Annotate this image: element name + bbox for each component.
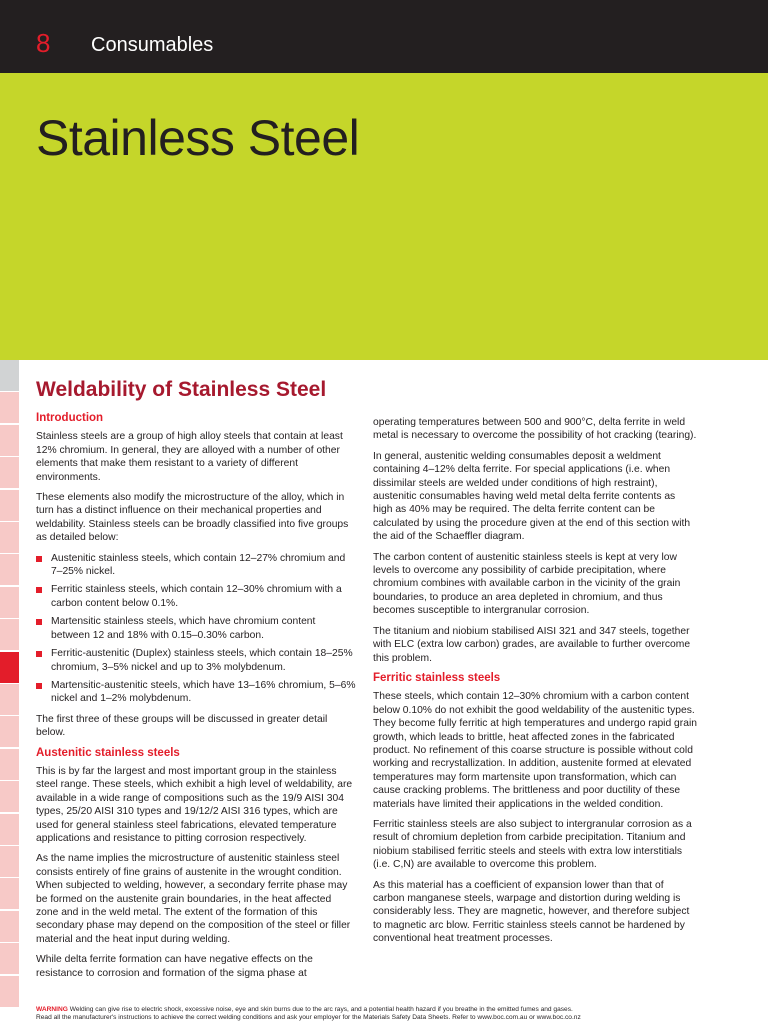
- bullet-square-icon: [36, 651, 42, 657]
- austenitic-heading: Austenitic stainless steels: [36, 746, 180, 759]
- section-tab: [0, 846, 19, 877]
- paragraph: Ferritic stainless steels are also subject to intergranular corrosion as a result of chromium depletion from carbide precipitation. Titanium and niobium stabilised ferritic steels and steels with extra low interstitials (i.e. C,N) are available to overcome this problem.: [373, 818, 692, 871]
- bullet-square-icon: [36, 556, 42, 562]
- list-item: Martensitic stainless steels, which have chromium content between 12 and 18% with 0.15–0.30% carbon.: [36, 615, 356, 642]
- section-tab: [0, 522, 19, 553]
- section-tab: [0, 652, 19, 683]
- paragraph: These elements also modify the microstructure of the alloy, which in turn has a distinct influence on their mechanical properties and weldability. Stainless steels can be broadly classified into five groups as detailed below:: [36, 492, 349, 544]
- section-tab: [0, 684, 19, 715]
- section-tab: [0, 749, 19, 780]
- bullet-square-icon: [36, 619, 42, 625]
- chapter-title: Consumables: [91, 34, 214, 56]
- article-title: Weldability of Stainless Steel: [36, 378, 327, 401]
- bullet-square-icon: [36, 683, 42, 689]
- right-column: [373, 416, 697, 953]
- paragraph: The carbon content of austenitic stainless steels is kept at very low levels to overcome any possibility of carbide precipitation, where chromium combines with available carbon in the vicinity of the grain boundaries, to produce an area depleted in chromium, and thus becomes susceptible to intergranular corrosion.: [373, 551, 681, 617]
- section-tab: [0, 619, 19, 650]
- chapter-number: 8: [36, 28, 51, 58]
- list-item: Austenitic stainless steels, which contain 12–27% chromium and 7–25% nickel.: [36, 552, 356, 579]
- paragraph: This is by far the largest and most important group in the stainless steel range. These steels, which exhibit a high level of weldability, are available in a wide range of compositions such as the 19/9 AISI 304 types, 25/20 AISI 310 types and 19/12/2 AISI 316 types, which are used for general stainless steel fabrications, elevated temperature applications and resistance to pitting corrosion respectively.: [36, 765, 353, 844]
- section-tab: [0, 554, 19, 585]
- section-tab: [0, 716, 19, 747]
- ferritic-heading: Ferritic stainless steels: [373, 671, 501, 684]
- section-tab: [0, 781, 19, 812]
- paragraph: In general, austenitic welding consumables deposit a weldment containing 4–12% delta ferrite. For special applications (i.e. when dissimilar steels are welded under conditions of high restraint), austenitic consumables having weld metal delta ferrite contents as high as 40% may be required. The delta ferrite content can be calculated by using the procedure given at the end of this section with the aid of the Schaeffler diagram.: [373, 450, 691, 543]
- paragraph: While delta ferrite formation can have negative effects on the resistance to corrosion and formation of the sigma phase at: [36, 954, 313, 979]
- paragraph: The titanium and niobium stabilised AISI 321 and 347 steels, together with ELC (extra low carbon) grades, are available to further overcome this problem.: [373, 625, 691, 664]
- paragraph: As the name implies the microstructure of austenitic stainless steel consists entirely of fine grains of austenite in the wrought condition. When subjected to welding, however, a secondary ferrite phase may be formed on the austenite grain boundaries, in the heat affected zone and in the weld metal. The extent of the formation of this secondary phase may depend on the composition of the steel or filler material and the heat input during welding.: [36, 853, 351, 945]
- paragraph: The first three of these groups will be discussed in greater detail below.: [36, 713, 328, 739]
- top-bar: [0, 0, 768, 73]
- paragraph: Stainless steels are a group of high alloy steels that contain at least 12% chromium. In general, they are alloyed with a number of other elements that make them resistant to a variety of different environments.: [36, 431, 343, 483]
- section-tab: [0, 911, 19, 942]
- warning-footer: [36, 1006, 736, 1022]
- section-tab: [0, 943, 19, 974]
- list-item: Ferritic stainless steels, which contain 12–30% chromium with a carbon content below 0.1%.: [36, 583, 356, 610]
- section-tab: [0, 814, 19, 845]
- paragraph: operating temperatures between 500 and 900°C, delta ferrite in weld metal is necessary to overcome the possibility of hot cracking (tearing).: [373, 417, 697, 442]
- warning-label: WARNING: [36, 1006, 68, 1013]
- left-column: [36, 412, 356, 987]
- paragraph: As this material has a coefficient of expansion lower than that of carbon manganese steels, warpage and distortion during welding is considerably less. They are magnetic, however, and therefore subject to magnetic arc blow. Ferritic stainless steels cannot be hardened by conventional heat treatment processes.: [373, 879, 690, 945]
- intro-heading: Introduction: [36, 412, 104, 424]
- section-tab: [0, 392, 19, 423]
- section-tab: [0, 878, 19, 909]
- section-tab: [0, 360, 19, 391]
- section-tabs: [0, 360, 19, 1008]
- paragraph: These steels, which contain 12–30% chromium with a carbon content below 0.10% do not exhibit the good weldability of the austenitic types. They become fully ferritic at high temperatures and undergo rapid grain growth, which leads to brittle, heat affected zones in the fabricated product. No refinement of this coarse structure is possible without cold working and recrystallization. In addition, austenite formed at elevated temperatures may form martensite upon transformation, which can cause cracking problems. The brittleness and poor ductility of these materials have limited their applications in the welded condition.: [373, 691, 697, 810]
- section-tab: [0, 425, 19, 456]
- page-title: Stainless Steel: [36, 110, 360, 166]
- section-tab: [0, 587, 19, 618]
- list-item: Martensitic-austenitic steels, which have 13–16% chromium, 5–6% nickel and 1–2% molybdenum.: [36, 679, 356, 706]
- section-tab: [0, 490, 19, 521]
- section-tab: [0, 457, 19, 488]
- steel-groups-list: [36, 552, 356, 706]
- list-item: Ferritic-austenitic (Duplex) stainless steels, which contain 18–25% chromium, 3–5% nickel and up to 3% molybdenum.: [36, 647, 356, 674]
- section-tab: [0, 976, 19, 1007]
- footer-line: WARNING Welding can give rise to electric shock, excessive noise, eye and skin burns due to the arc rays, and a potential health hazard if you breathe in the emitted fumes and gases.: [36, 1006, 573, 1013]
- footer-line: Read all the manufacturer's instructions to achieve the correct welding conditions and ask your employer for the Materials Safety Data Sheets. Refer to www.boc.com.au or www.boc.co.nz: [36, 1014, 581, 1021]
- hero-banner: [0, 73, 768, 360]
- bullet-square-icon: [36, 587, 42, 593]
